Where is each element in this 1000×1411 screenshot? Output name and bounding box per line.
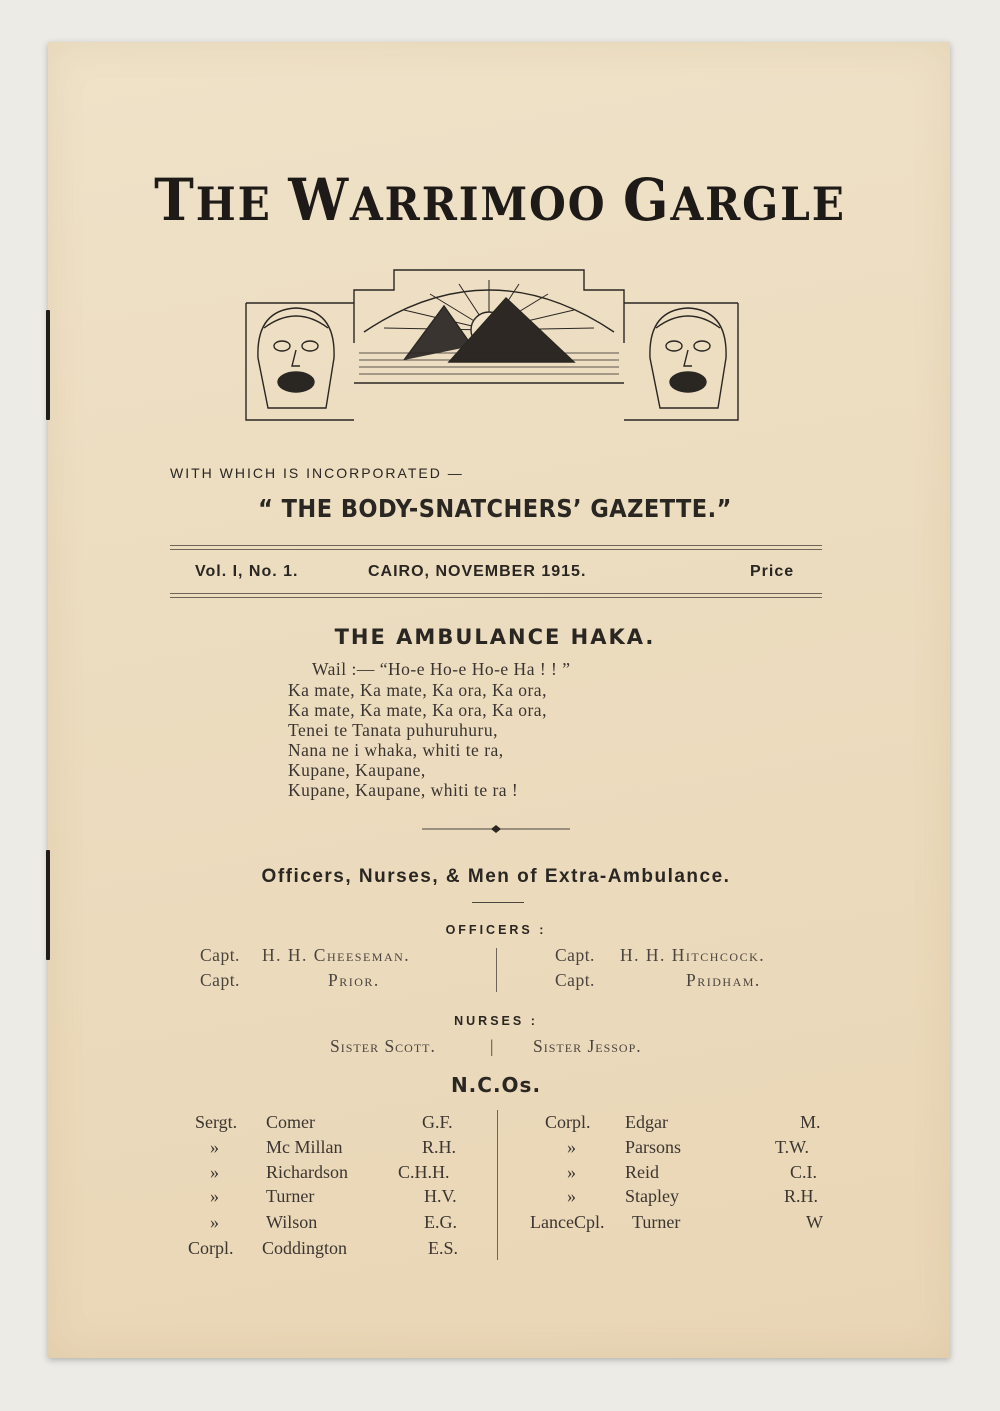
nco-name: Comer <box>266 1112 315 1132</box>
nco-name: Edgar <box>625 1112 668 1132</box>
officer-name: H. H. Hitchcock. <box>620 945 766 965</box>
officer-rank: Capt. <box>555 970 595 990</box>
nco-name: Parsons <box>625 1137 682 1157</box>
left-mask-icon <box>258 308 334 408</box>
nco-initials: E.S. <box>428 1238 459 1258</box>
nco-initials: G.F. <box>422 1112 453 1132</box>
haka-line: Ka mate, Ka mate, Ka ora, Ka ora, <box>288 680 547 700</box>
nco-name: Turner <box>632 1212 681 1232</box>
right-mask-icon <box>650 308 726 408</box>
nco-initials: C.H.H. <box>398 1162 450 1182</box>
ornament-divider <box>420 822 572 836</box>
staple-top <box>46 310 50 420</box>
nco-rank: » <box>567 1162 576 1182</box>
issue-volume: Vol. I, No. 1. <box>195 563 299 580</box>
nco-rank: » <box>210 1186 219 1206</box>
haka-line: Nana ne i whaka, whiti te ra, <box>288 740 504 760</box>
haka-line: Tenei te Tanata puhuruhuru, <box>288 720 498 740</box>
nco-name: Wilson <box>266 1212 318 1232</box>
nco-initials: R.H. <box>784 1186 819 1206</box>
nco-rank: » <box>210 1137 219 1157</box>
officers-divider <box>496 948 497 992</box>
nco-name: Richardson <box>266 1162 348 1182</box>
nco-initials: T.W. <box>775 1137 809 1157</box>
rule-top-double <box>170 549 822 550</box>
haka-line: Ka mate, Ka mate, Ka ora, Ka ora, <box>288 700 547 720</box>
nco-name: Turner <box>266 1186 315 1206</box>
nco-name: Stapley <box>625 1186 679 1206</box>
officers-label: OFFICERS : <box>445 923 547 937</box>
issue-place-date: CAIRO, NOVEMBER 1915. <box>368 563 587 580</box>
nco-name: Reid <box>625 1162 659 1182</box>
nco-rank: » <box>567 1137 576 1157</box>
incorporated-label: WITH WHICH IS INCORPORATED — <box>170 465 464 481</box>
nco-initials: C.I. <box>790 1162 817 1182</box>
nco-initials: M. <box>800 1112 821 1132</box>
gazette-subtitle: “ THE BODY-SNATCHERS’ GAZETTE.” <box>258 494 732 523</box>
roster-heading: Officers, Nurses, & Men of Extra-Ambulance. <box>261 866 731 887</box>
nco-initials: H.V. <box>424 1186 457 1206</box>
rule-bottom <box>170 593 822 594</box>
roster-heading-underline <box>472 902 524 903</box>
haka-title: THE AMBULANCE HAKA. <box>334 625 656 649</box>
officer-rank: Capt. <box>555 945 595 965</box>
masthead-illustration <box>244 258 740 428</box>
masthead-title: THE WARRIMOO GARGLE <box>154 166 846 234</box>
haka-line: Wail :— “Ho-e Ho-e Ho-e Ha ! ! ” <box>312 659 571 679</box>
nco-name: Mc Millan <box>266 1137 343 1157</box>
nurses-separator: | <box>490 1036 495 1056</box>
nco-rank: Corpl. <box>545 1112 591 1132</box>
officer-name: H. H. Cheeseman. <box>262 945 411 965</box>
nco-rank: » <box>210 1162 219 1182</box>
ncos-divider <box>497 1110 498 1260</box>
officer-rank: Capt. <box>200 945 240 965</box>
nco-rank: » <box>210 1212 219 1232</box>
officer-name: Prior. <box>328 970 380 990</box>
nurses-label: NURSES : <box>454 1014 538 1028</box>
nurse-name: Sister Jessop. <box>533 1036 642 1056</box>
nco-initials: E.G. <box>424 1212 457 1232</box>
nco-rank: » <box>567 1186 576 1206</box>
nco-initials: R.H. <box>422 1137 457 1157</box>
nco-rank: Corpl. <box>188 1238 234 1258</box>
nco-name: Coddington <box>262 1238 348 1258</box>
haka-line: Kupane, Kaupane, <box>288 760 426 780</box>
rule-top <box>170 545 822 546</box>
nco-rank: LanceCpl. <box>530 1212 605 1232</box>
haka-line: Kupane, Kaupane, whiti te ra ! <box>288 780 519 800</box>
ncos-label: N.C.Os. <box>450 1073 542 1097</box>
issue-price: Price <box>750 563 795 580</box>
nco-initials: W <box>806 1212 823 1232</box>
officer-name: Pridham. <box>686 970 761 990</box>
officer-rank: Capt. <box>200 970 240 990</box>
rule-bottom-double <box>170 597 822 598</box>
nco-rank: Sergt. <box>195 1112 238 1132</box>
nurse-name: Sister Scott. <box>330 1036 436 1056</box>
